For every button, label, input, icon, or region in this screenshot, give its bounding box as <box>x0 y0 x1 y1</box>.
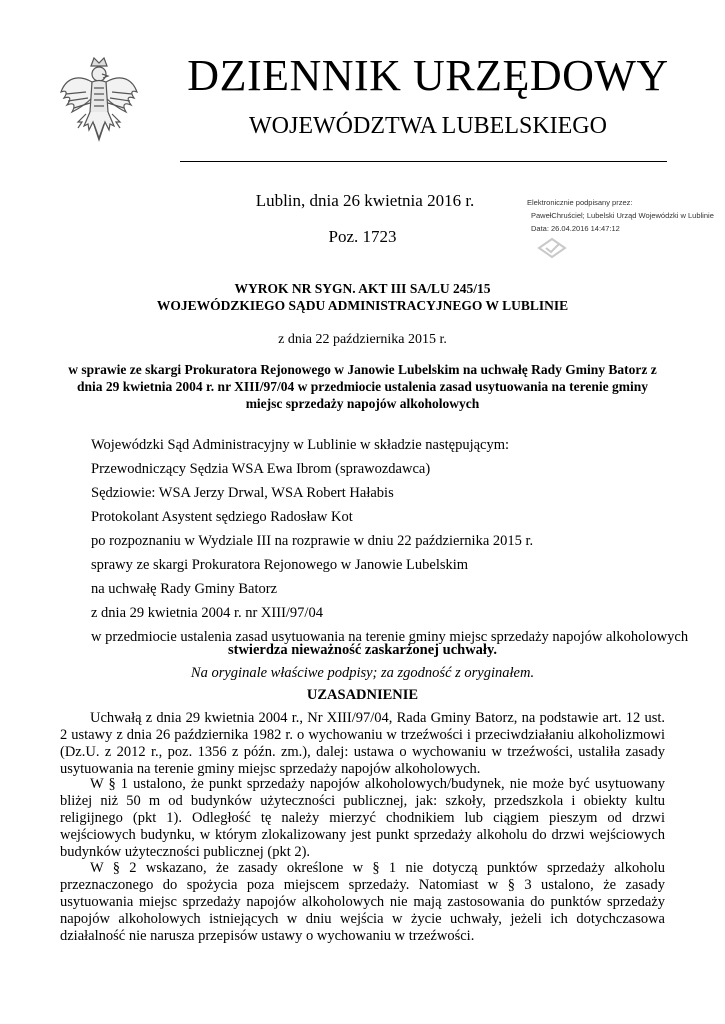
judgment-heading: WYROK NR SYGN. AKT III SA/LU 245/15 <box>234 281 491 296</box>
electronic-signature <box>527 196 717 235</box>
presiding-judge: Przewodniczący Sędzia WSA Ewa Ibrom (sprawozdawca) <box>91 461 431 477</box>
court-clerk: Protokolant Asystent sędziego Radosław Kot <box>91 509 353 525</box>
judgment-date: z dnia 22 października 2015 r. <box>278 332 447 347</box>
court-composition: Wojewódzki Sąd Administracyjny w Lublinie w składzie następującym: <box>91 437 510 453</box>
court-name: WOJEWÓDZKIEGO SĄDU ADMINISTRACYJNEGO W LUBLINIE <box>156 298 569 313</box>
hearing-info: po rozpoznaniu w Wydziale III na rozprawie w dniu 22 października 2015 r. <box>91 533 534 549</box>
subject-line-2: dnia 29 kwietnia 2004 r. nr XIII/97/04 w przedmiocie ustalenia zasad usytuowania na terenie gminy <box>77 379 648 394</box>
esig-line-3: Data: 26.04.2016 14:47:12 <box>531 224 620 233</box>
justification-paragraph: W § 2 wskazano, że zasady określone w § 1 nie dotyczą punktów sprzedaży alkoholu przeznaczonego do spożycia poza miejscem sprzedaży. Natomiast w § 3 ustalono, że zasady usytuowania miejsc sprzedaży napojów alkoholowych nie mają zastosowania do punktów sprzedaży napojów alkoholowych istniejących w dniu wejścia w życie uchwały, jeżeli ich dotychczasowa działalność nie narusza przepisów ustawy o wychowaniu w trzeźwości. <box>60 860 665 944</box>
resolution-info: na uchwałę Rady Gminy Batorz <box>91 581 278 597</box>
complaint-info: sprawy ze skargi Prokuratora Rejonowego w Janowie Lubelskim <box>91 557 469 573</box>
place-date: Lublin, dnia 26 kwietnia 2016 r. <box>255 191 475 210</box>
eagle-emblem-icon <box>58 52 140 152</box>
journal-title: DZIENNIK URZĘDOWY <box>187 51 669 100</box>
position-number: Poz. 1723 <box>328 227 397 246</box>
justification-title: UZASADNIENIE <box>306 687 419 703</box>
verdict: stwierdza nieważność zaskarżonej uchwały. <box>227 642 498 658</box>
masthead-divider <box>180 161 667 162</box>
subject-line-1: w sprawie ze skargi Prokuratora Rejonowego w Janowie Lubelskim na uchwałę Rady Gminy Batorz z <box>68 362 657 377</box>
resolution-date: z dnia 29 kwietnia 2004 r. nr XIII/97/04 <box>91 605 323 621</box>
journal-subtitle: WOJEWÓDZTWA LUBELSKIEGO <box>249 113 607 139</box>
justification-paragraph: W § 1 ustalono, że punkt sprzedaży napojów alkoholowych/budynek, nie może być usytuowany bliżej niż 50 m od budynków użyteczności publicznej, jak: szkoły, przedszkola i obiekty kultu religijnego (pkt 1). Odległość tę należy mierzyć chodnikiem lub ciągiem pieszym od drzwi wejściowych budynku, w którym zlokalizowany jest punkt sprzedaży alkoholu do drzwi wejściowych budynków użyteczności publicznej (pkt 2). <box>60 776 665 860</box>
signature-check-icon <box>535 236 569 260</box>
resolution-subject: w przedmiocie ustalenia zasad usytuowania na terenie gminy miejsc sprzedaży napojów alkoholowych <box>91 629 689 645</box>
esig-line-1: Elektronicznie podpisany przez: <box>527 198 633 207</box>
esig-line-2: PawełChruściel; Lubelski Urząd Wojewódzki w Lublinie <box>531 211 714 220</box>
judges: Sędziowie: WSA Jerzy Drwal, WSA Robert Hałabis <box>91 485 394 501</box>
justification-paragraph: Uchwałą z dnia 29 kwietnia 2004 r., Nr XIII/97/04, Rada Gminy Batorz, na podstawie art. 12 ust. 2 ustawy z dnia 26 października 1982 r. o wychowaniu w trzeźwości i przeciwdziałaniu alkoholizmowi (Dz.U. z 2012 r., poz. 1356 z późn. zm.), dalej: ustawa o wychowaniu w trzeźwości, ustaliła zasady usytuowania na terenie gminy miejsc sprzedaży napojów alkoholowych. <box>60 710 665 777</box>
original-note: Na oryginale właściwe podpisy; za zgodność z oryginałem. <box>190 665 535 681</box>
subject-line-3: miejsc sprzedaży napojów alkoholowych <box>245 396 480 411</box>
